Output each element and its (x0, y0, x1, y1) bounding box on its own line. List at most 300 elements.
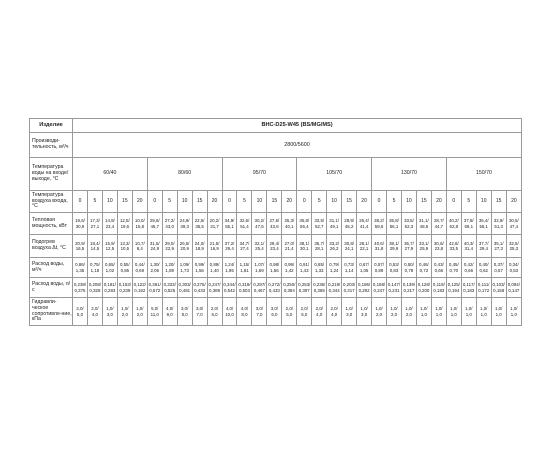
water-temp-group: 95/70 (222, 158, 297, 191)
air-heating-cell (401, 235, 416, 258)
capacity-label: Производи-тельность, м³/ч (30, 133, 73, 158)
flow-ls-cell (476, 278, 491, 298)
cell-value-bottom: 7,0 (196, 311, 203, 317)
air-temp-cell: 20 (132, 191, 147, 213)
cell-value-top: 0,37/ (493, 262, 504, 268)
cell-value-bottom: 0,183 (463, 287, 475, 293)
heat-power-cell (476, 213, 491, 235)
cell-value-top: 0,119/ (432, 282, 445, 288)
cell-value-top: 0,094/ (507, 282, 520, 288)
cell-value-bottom: 0,194 (448, 287, 460, 293)
hydraulic-cell (416, 298, 431, 326)
flow-m3h-cell (282, 258, 297, 278)
cell-value-bottom: 56,1 (389, 223, 399, 229)
cell-value-top: 0,99/ (284, 262, 295, 268)
heat-power-cell (506, 213, 521, 235)
cell-value-bottom: 5,0 (301, 311, 308, 317)
cell-value-top: 1,15/ (239, 262, 250, 268)
flow-ls-cell (372, 278, 387, 298)
hydraulic-row (30, 298, 522, 326)
cell-value-bottom: 2,0 (121, 311, 128, 317)
air-temp-cell: 0 (297, 191, 312, 213)
cell-value-top: 3,0/ (255, 306, 264, 312)
cell-value-bottom: 0,394 (283, 287, 295, 293)
cell-value-bottom: 3,0 (346, 311, 353, 317)
cell-value-top: 28,7/ (433, 218, 444, 224)
cell-value-bottom: 18,9 (195, 246, 204, 251)
capacity-value: 2800/5600 (73, 133, 522, 158)
flow-m3h-cell (446, 258, 461, 278)
air-temp-cell: 5 (312, 191, 327, 213)
cell-value-top: 0,122/ (133, 282, 146, 288)
cell-value-bottom: 8,0 (241, 311, 248, 317)
cell-value-top: 40,6/ (374, 240, 384, 246)
water-temp-group: 105/70 (297, 158, 372, 191)
cell-value-bottom: 2,0 (390, 311, 398, 317)
hydraulic-cell (132, 298, 147, 326)
cell-value-bottom: 15,8 (135, 223, 145, 229)
hydraulic-cell (237, 298, 252, 326)
cell-value-bottom: 29,9 (389, 246, 399, 251)
cell-value-bottom: 49,1 (329, 223, 339, 229)
cell-value-top: 1,0/ (345, 306, 353, 312)
air-heating-cell (431, 235, 446, 258)
cell-value-bottom: 27,9 (404, 246, 414, 251)
heat-power-cell (491, 213, 506, 235)
cell-value-top: 0,75/ (90, 262, 100, 268)
cell-value-bottom: 1,95 (225, 267, 234, 273)
flow-ls-cell (267, 278, 282, 298)
air-temp-cell: 15 (117, 191, 132, 213)
cell-value-bottom: 1,89 (165, 267, 174, 273)
cell-value-top: 15,9/ (105, 240, 115, 246)
cell-value-bottom: 28,1 (314, 246, 324, 251)
cell-value-bottom: 1,42 (285, 267, 294, 273)
flow-ls-cell (117, 278, 132, 298)
cell-value-bottom: 0,158 (493, 287, 505, 293)
heat-power-cell (207, 213, 222, 235)
flow-ls-cell (147, 278, 162, 298)
cell-value-top: 1,09/ (179, 262, 190, 268)
hydraulic-cell (327, 298, 342, 326)
flow-ls-cell (327, 278, 342, 298)
water-temp-group: 80/60 (147, 158, 222, 191)
cell-value-top: 1,0/ (106, 306, 114, 312)
flow-ls-label: Расход воды, л/с (30, 278, 73, 298)
cell-value-top: 37,7/ (478, 240, 489, 246)
cell-value-top: 34,9/ (224, 218, 235, 224)
cell-value-bottom: 2,0 (405, 311, 412, 317)
cell-value-bottom: 51,3 (494, 223, 503, 229)
air-heating-cell (372, 235, 387, 258)
air-heating-cell (506, 235, 521, 258)
cell-value-bottom: 1,05 (359, 267, 369, 273)
cell-value-bottom: 59,1 (464, 223, 474, 229)
cell-value-bottom: 24,1 (344, 246, 354, 251)
cell-value-top: 20,9/ (75, 240, 85, 246)
cell-value-top: 34,7/ (239, 240, 250, 246)
cell-value-top: 0,158/ (372, 282, 386, 288)
cell-value-top: 35,7/ (404, 240, 414, 246)
heat-power-cell (73, 213, 88, 235)
hydraulic-cell (401, 298, 416, 326)
cell-value-bottom: 0,369 (313, 287, 325, 293)
cell-value-bottom: 1,14 (344, 267, 354, 273)
cell-value-top: 17,3/ (90, 218, 100, 224)
flow-m3h-cell (147, 258, 162, 278)
air-temp-cell: 10 (252, 191, 267, 213)
cell-value-bottom: 0,328 (89, 287, 101, 293)
flow-m3h-cell (297, 258, 312, 278)
flow-ls-cell (387, 278, 402, 298)
cell-value-bottom: 4,0 (316, 311, 323, 317)
cell-value-bottom: 39,3 (180, 223, 189, 229)
air-temp-cell: 20 (282, 191, 297, 213)
cell-value-bottom: 19,6 (120, 223, 130, 229)
cell-value-bottom: 25,4 (255, 246, 264, 251)
cell-value-bottom: 55,1 (225, 223, 234, 229)
air-temp-cell: 20 (431, 191, 446, 213)
flow-m3h-cell (222, 258, 237, 278)
heat-power-cell (147, 213, 162, 235)
flow-ls-cell (73, 278, 88, 298)
air-heating-cell (87, 235, 102, 258)
cell-value-bottom: 16,9 (210, 246, 219, 251)
air-temp-cell: 15 (267, 191, 282, 213)
flow-ls-cell (297, 278, 312, 298)
cell-value-bottom: 0,89 (374, 267, 384, 273)
flow-m3h-cell (162, 258, 177, 278)
capacity-row (30, 133, 522, 158)
air-temp-cell: 0 (372, 191, 387, 213)
flow-m3h-cell (87, 258, 102, 278)
cell-value-bottom: 27,4 (240, 246, 249, 251)
cell-value-top: 30,5/ (508, 218, 519, 224)
cell-value-top: 0,55/ (119, 262, 130, 268)
cell-value-top: 32,1/ (254, 240, 265, 246)
cell-value-top: 12,5/ (119, 218, 130, 224)
cell-value-bottom: 0,231 (388, 287, 400, 293)
heat-power-cell (117, 213, 132, 235)
cell-value-bottom: 1,0 (465, 311, 472, 317)
flow-ls-cell (177, 278, 192, 298)
cell-value-bottom: 20,9 (180, 246, 189, 251)
cell-value-top: 0,89/ (209, 262, 220, 268)
cell-value-bottom: 1,0 (495, 311, 502, 317)
flow-m3h-cell (461, 258, 476, 278)
cell-value-bottom: 56,4 (300, 223, 309, 229)
hydraulic-cell (102, 298, 117, 326)
cell-value-top: 38,1/ (389, 240, 399, 246)
hydraulic-cell (117, 298, 132, 326)
cell-value-bottom: 1,69 (255, 267, 264, 273)
cell-value-top: 3,0/ (180, 306, 189, 312)
cell-value-top: 40,2/ (448, 218, 459, 224)
cell-value-top: 22,5/ (194, 218, 205, 224)
hydraulic-cell (147, 298, 162, 326)
flow-ls-cell (446, 278, 461, 298)
hydraulic-cell (282, 298, 297, 326)
air-heating-cell (192, 235, 207, 258)
cell-value-bottom: 26,2 (329, 246, 339, 251)
air-temp-cell: 0 (222, 191, 237, 213)
heat-power-cell (357, 213, 372, 235)
air-temp-cell: 0 (73, 191, 88, 213)
flow-m3h-cell (416, 258, 431, 278)
heat-power-cell (297, 213, 312, 235)
cell-value-top: 2,0/ (315, 306, 323, 312)
heat-power-cell (282, 213, 297, 235)
cell-value-top: 35,4/ (478, 218, 489, 224)
air-heating-cell (222, 235, 237, 258)
flow-m3h-cell (431, 258, 446, 278)
flow-m3h-cell (237, 258, 252, 278)
cell-value-top: 18,4/ (90, 240, 100, 246)
cell-value-bottom: 1,73 (180, 267, 189, 273)
air-heating-cell (132, 235, 147, 258)
flow-ls-cell (431, 278, 446, 298)
flow-ls-cell (282, 278, 297, 298)
cell-value-top: 1,0/ (495, 306, 503, 312)
cell-value-bottom: 1,0 (510, 311, 517, 317)
air-temp-cell: 15 (416, 191, 431, 213)
cell-value-top: 42,8/ (448, 240, 459, 246)
cell-value-top: 3,0/ (195, 306, 204, 312)
cell-value-top: 13,3/ (119, 240, 130, 246)
flow-m3h-cell (267, 258, 282, 278)
heat-power-cell (162, 213, 177, 235)
cell-value-bottom: 0,481 (179, 287, 191, 293)
flow-m3h-cell (177, 258, 192, 278)
cell-value-top: 0,319/ (238, 282, 251, 288)
cell-value-bottom: 10,5 (120, 246, 130, 251)
flow-ls-cell (416, 278, 431, 298)
flow-ls-cell (342, 278, 357, 298)
cell-value-top: 31,1/ (419, 218, 429, 224)
cell-value-top: 1,0/ (121, 306, 129, 312)
flow-m3h-cell (192, 258, 207, 278)
cell-value-top: 28,9/ (344, 218, 355, 224)
cell-value-top: 1,0/ (510, 306, 518, 312)
cell-value-top: 33,5/ (314, 218, 325, 224)
flow-m3h-cell (117, 258, 132, 278)
air-heating-cell (476, 235, 491, 258)
cell-value-top: 0,139/ (402, 282, 416, 288)
flow-ls-cell (222, 278, 237, 298)
cell-value-bottom: 51,4 (240, 223, 249, 229)
air-temp-cell: 15 (342, 191, 357, 213)
air-heating-cell (357, 235, 372, 258)
header-product-label: Изделие (30, 119, 73, 133)
air-temp-cell: 10 (327, 191, 342, 213)
cell-value-bottom: 0,83 (389, 267, 399, 273)
cell-value-bottom: 31,8 (374, 246, 384, 251)
cell-value-top: 0,85/ (314, 262, 325, 268)
cell-value-bottom: 1,18 (90, 267, 100, 273)
cell-value-top: 38,2/ (374, 218, 384, 224)
cell-value-bottom: 29,4 (479, 246, 488, 251)
cell-value-bottom: 0,433 (268, 287, 280, 293)
heat-power-row (30, 213, 522, 235)
cell-value-bottom: 8,0 (181, 311, 188, 317)
cell-value-bottom: 11,0 (150, 311, 159, 317)
cell-value-bottom: 22,9 (165, 246, 174, 251)
cell-value-top: 0,45/ (448, 262, 459, 268)
hydraulic-cell (87, 298, 102, 326)
cell-value-top: 29,6/ (149, 218, 160, 224)
cell-value-top: 35,1/ (493, 240, 504, 246)
cell-value-bottom: 0,375 (74, 287, 86, 293)
cell-value-top: 0,297/ (253, 282, 266, 288)
hydraulic-cell (73, 298, 88, 326)
cell-value-top: 33,5/ (404, 218, 414, 224)
cell-value-bottom: 0,72 (419, 267, 429, 273)
hydraulic-cell (476, 298, 491, 326)
cell-value-top: 0,91/ (299, 262, 310, 268)
flow-m3h-cell (372, 258, 387, 278)
cell-value-bottom: 2,0 (136, 311, 143, 317)
flow-m3h-cell (401, 258, 416, 278)
cell-value-bottom: 0,53 (509, 267, 519, 273)
hydraulic-cell (222, 298, 237, 326)
cell-value-top: 26,5/ (179, 240, 190, 246)
flow-m3h-cell (327, 258, 342, 278)
cell-value-top: 2,0/ (91, 306, 99, 312)
air-heating-cell (73, 235, 88, 258)
cell-value-top: 14,9/ (105, 218, 115, 224)
cell-value-bottom: 0,62 (479, 267, 488, 273)
air-temp-cell: 10 (102, 191, 117, 213)
cell-value-top: 0,43/ (433, 262, 444, 268)
heat-power-cell (401, 213, 416, 235)
cell-value-bottom: 47,4 (509, 223, 519, 229)
cell-value-top: 0,57/ (374, 262, 384, 268)
cell-value-top: 1,24/ (224, 262, 235, 268)
air-heating-cell (207, 235, 222, 258)
cell-value-top: 0,333/ (163, 282, 176, 288)
heat-power-cell (252, 213, 267, 235)
cell-value-bottom: 9,0 (166, 311, 173, 317)
cell-value-top: 1,07/ (254, 262, 265, 268)
cell-value-bottom: 0,572 (149, 287, 161, 293)
cell-value-top: 4,0/ (225, 306, 234, 312)
cell-value-bottom: 46,7 (150, 223, 160, 229)
cell-value-top: 0,239/ (73, 282, 87, 288)
heat-power-cell (237, 213, 252, 235)
air-temp-cell: 5 (237, 191, 252, 213)
cell-value-top: 1,0/ (420, 306, 428, 312)
cell-value-bottom: 0,344 (328, 287, 340, 293)
cell-value-top: 27,0/ (284, 240, 295, 246)
cell-value-top: 0,203/ (343, 282, 356, 288)
cell-value-top: 33,2/ (329, 240, 340, 246)
air-temp-cell: 0 (147, 191, 162, 213)
cell-value-top: 0,303/ (178, 282, 191, 288)
air-temp-row (30, 191, 522, 213)
heat-power-cell (102, 213, 117, 235)
cell-value-top: 0,186/ (357, 282, 371, 288)
air-heating-cell (312, 235, 327, 258)
cell-value-top: 30,8/ (344, 240, 355, 246)
cell-value-bottom: 31,7 (210, 223, 219, 229)
air-temp-cell: 20 (506, 191, 521, 213)
cell-value-top: 1,0/ (450, 306, 458, 312)
cell-value-bottom: 8,4 (136, 246, 143, 251)
cell-value-top: 1,0/ (136, 306, 144, 312)
heat-power-cell (87, 213, 102, 235)
cell-value-bottom: 6,0 (271, 311, 278, 317)
cell-value-bottom: 25,3 (509, 246, 519, 251)
cell-value-top: 0,247/ (208, 282, 221, 288)
cell-value-bottom: 1,02 (105, 267, 115, 273)
cell-value-top: 24,0/ (194, 240, 205, 246)
cell-value-top: 0,42/ (463, 262, 474, 268)
cell-value-bottom: 1,33 (314, 267, 324, 273)
flow-ls-cell (461, 278, 476, 298)
cell-value-top: 30,2/ (254, 218, 265, 224)
cell-value-top: 0,34/ (508, 262, 519, 268)
cell-value-top: 35,7/ (314, 240, 325, 246)
cell-value-bottom: 27,3 (494, 246, 503, 251)
cell-value-top: 35,8/ (389, 218, 399, 224)
flow-ls-cell (207, 278, 222, 298)
cell-value-bottom: 0,66 (434, 267, 444, 273)
cell-value-top: 1,0/ (405, 306, 413, 312)
cell-value-bottom: 4,0 (331, 311, 338, 317)
cell-value-bottom: 40,1 (285, 223, 294, 229)
cell-value-top: 0,40/ (478, 262, 489, 268)
cell-value-bottom: 1,0 (480, 311, 487, 317)
cell-value-bottom: 14,5 (90, 246, 100, 251)
air-temp-cell: 10 (177, 191, 192, 213)
cell-value-top: 0,181/ (103, 282, 116, 288)
cell-value-top: 21,5/ (209, 240, 220, 246)
air-temp-cell: 15 (192, 191, 207, 213)
flow-ls-cell (357, 278, 372, 298)
cell-value-top: 38,1/ (299, 240, 310, 246)
cell-value-bottom: 0,183 (433, 287, 445, 293)
cell-value-bottom: 52,7 (314, 223, 324, 229)
cell-value-bottom: 0,147 (508, 287, 520, 293)
cell-value-bottom: 33,5 (449, 246, 459, 251)
flow-ls-cell (192, 278, 207, 298)
air-heating-cell (147, 235, 162, 258)
air-temp-cell: 0 (446, 191, 461, 213)
water-temp-row (30, 158, 522, 191)
cell-value-bottom: 0,503 (238, 287, 250, 293)
hydraulic-cell (162, 298, 177, 326)
cell-value-bottom: 21,4 (285, 246, 294, 251)
cell-value-bottom: 1,0 (435, 311, 442, 317)
cell-value-top: 32,5/ (508, 240, 519, 246)
flow-m3h-cell (506, 258, 521, 278)
cell-value-top: 1,0/ (390, 306, 398, 312)
air-heating-cell (252, 235, 267, 258)
cell-value-top: 0,46/ (419, 262, 429, 268)
cell-value-top: 1,20/ (164, 262, 175, 268)
cell-value-bottom: 5,0 (76, 311, 84, 317)
cell-value-top: 5,0/ (151, 306, 159, 312)
cell-value-bottom: 43,0 (165, 223, 174, 229)
cell-value-top: 32,6/ (239, 218, 250, 224)
cell-value-top: 29,0/ (164, 240, 175, 246)
cell-value-top: 0,99/ (194, 262, 205, 268)
cell-value-bottom: 0,192 (134, 287, 146, 293)
cell-value-top: 37,8/ (463, 218, 474, 224)
cell-value-bottom: 25,9 (419, 246, 429, 251)
heat-power-cell (387, 213, 402, 235)
cell-value-top: 19,6/ (75, 218, 85, 224)
